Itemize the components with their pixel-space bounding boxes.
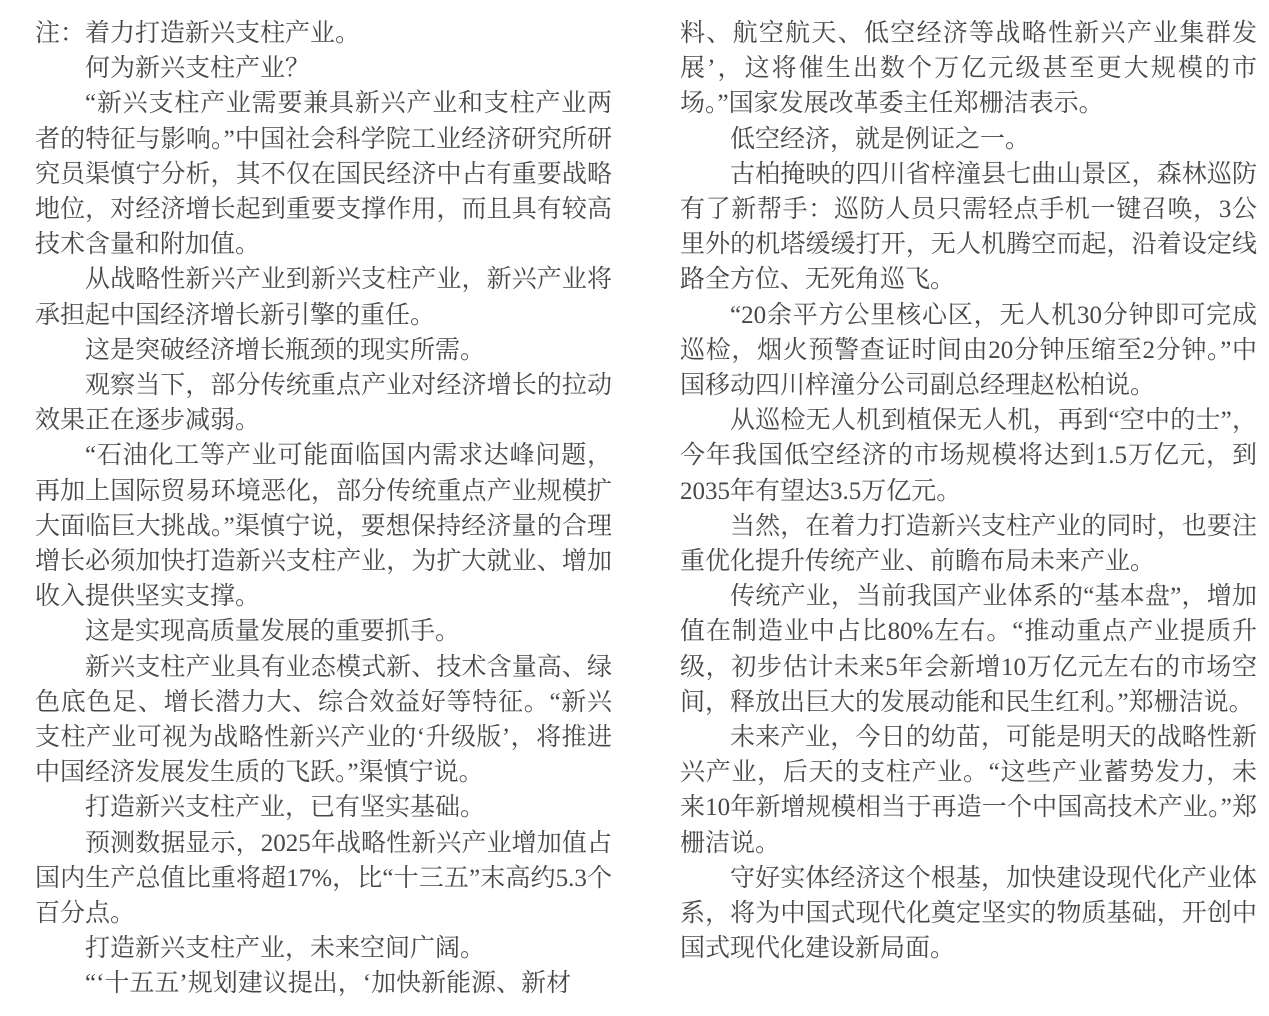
paragraph: 未来产业，今日的幼苗，可能是明天的战略性新兴产业，后天的支柱产业。“这些产业蓄势发力，未来10年新增规模相当于再造一个中国高技术产业。”郑栅洁说。 [680,724,1257,857]
paragraph: “‘十五五’规划建议提出，‘加快新能源、新材 [85,970,572,998]
paragraph: 这是突破经济增长瓶颈的现实所需。 [85,336,486,364]
paragraph: 观察当下，部分传统重点产业对经济增长的拉动效果正在逐步减弱。 [35,372,612,435]
paragraph: 这是实现高质量发展的重要抓手。 [85,618,461,646]
paragraph: 守好实体经济这个根基，加快建设现代化产业体系，将为中国式现代化奠定坚实的物质基础，开创中国式现代化建设新局面。 [680,864,1257,963]
paragraph: “石油化工等产业可能面临国内需求达峰问题，再加上国际贸易环境恶化，部分传统重点产业规模扩大面临巨大挑战。”渠慎宁说，要想保持经济量的合理增长必须加快打造新兴支柱产业，为扩大就业、增加收入提供坚实支撑。 [35,442,612,611]
paragraph: 新兴支柱产业具有业态模式新、技术含量高、绿色底色足、增长潜力大、综合效益好等特征。“新兴支柱产业可视为战略性新兴产业的‘升级版’，将推进中国经济发展发生质的飞跃。”渠慎宁说。 [35,653,612,787]
paragraph: “20余平方公里核心区，无人机30分钟即可完成巡检，烟火预警查证时间由20分钟压缩至2分钟。”中国移动四川梓潼分公司副总经理赵松柏说。 [680,301,1257,400]
paragraph: 当然，在着力打造新兴支柱产业的同时，也要注重优化提升传统产业、前瞻布局未来产业。 [680,512,1257,576]
paragraph: 传统产业，当前我国产业体系的“基本盘”，增加值在制造业中占比80%左右。“推动重点产业提质升级，初步估计未来5年会新增10万亿元左右的市场空间，释放出巨大的发展动能和民生红利。”郑栅洁说。 [680,583,1257,716]
paragraph: 从巡检无人机到植保无人机，再到“空中的士”，今年我国低空经济的市场规模将达到1.5万亿元，到2035年有望达3.5万亿元。 [680,407,1257,505]
paragraph: 预测数据显示，2025年战略性新兴产业增加值占国内生产总值比重将超17%，比“十三五”末高约5.3个百分点。 [35,829,612,928]
paragraph: 从战略性新兴产业到新兴支柱产业，新兴产业将承担起中国经济增长新引擎的重任。 [35,266,612,329]
paragraph: 何为新兴支柱产业？ [85,55,311,83]
paragraph: 打造新兴支柱产业，未来空间广阔。 [85,935,486,963]
paragraph: 料、航空航天、低空经济等战略性新兴产业集群发展’，这将催生出数个万亿元级甚至更大规模的市场。”国家发展改革委主任郑栅洁表示。 [680,20,1257,118]
paragraph: 注：着力打造新兴支柱产业。 [35,20,361,47]
article-column-right [680,16,1257,1016]
paragraph: 古柏掩映的四川省梓潼县七曲山景区，森林巡防有了新帮手：巡防人员只需轻点手机一键召唤，3公里外的机塔缓缓打开，无人机腾空而起，沿着设定线路全方位、无死角巡飞。 [680,160,1257,294]
paragraph: 打造新兴支柱产业，已有坚实基础。 [85,794,486,822]
paragraph: 低空经济，就是例证之一。 [730,125,1031,153]
article-column-left [35,16,612,1016]
paragraph: “新兴支柱产业需要兼具新兴产业和支柱产业两者的特征与影响。”中国社会科学院工业经济研究所研究员渠慎宁分析，其不仅在国民经济中占有重要战略地位，对经济增长起到重要支撑作用，而且具有较高技术含量和附加值。 [35,90,612,259]
